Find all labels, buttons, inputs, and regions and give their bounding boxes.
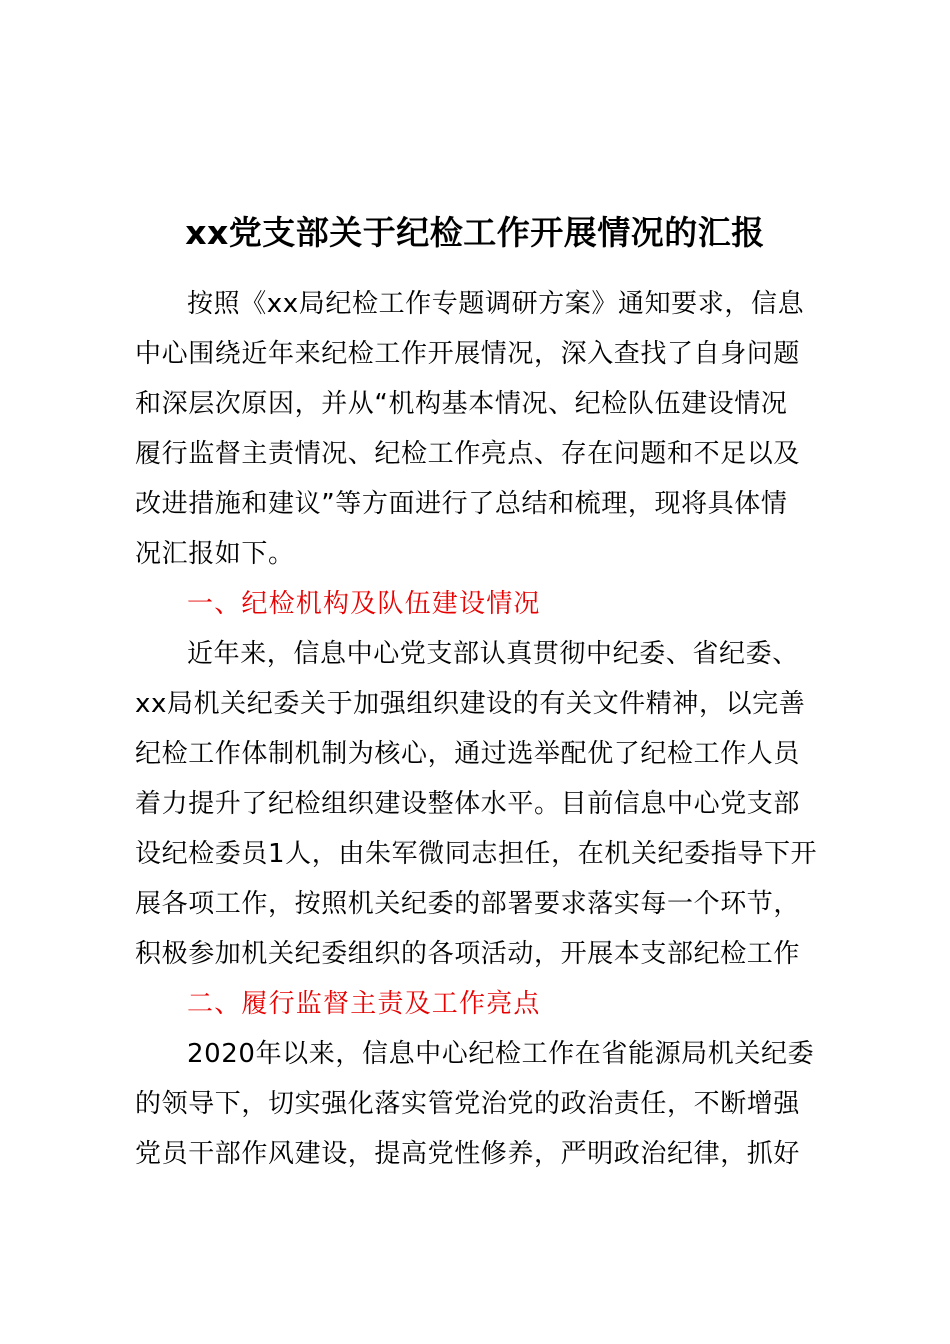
section-heading-1: 一、纪检机构及队伍建设情况 bbox=[187, 589, 541, 619]
section-heading-2: 二、履行监督主责及工作亮点 bbox=[187, 989, 541, 1019]
section1-line: 展各项工作，按照机关纪委的部署要求落实每一个环节， bbox=[135, 889, 801, 919]
section2-line: 的领导下，切实强化落实管党治党的政治责任，不断增强 bbox=[135, 1089, 801, 1119]
intro-line: 按照《xx局纪检工作专题调研方案》通知要求，信息 bbox=[187, 289, 805, 319]
section1-line: 积极参加机关纪委组织的各项活动，开展本支部纪检工作 bbox=[135, 939, 801, 969]
section1-line: xx局机关纪委关于加强组织建设的有关文件精神，以完善 bbox=[135, 689, 806, 719]
section2-line: 2020年以来，信息中心纪检工作在省能源局机关纪委 bbox=[187, 1039, 815, 1069]
intro-line: 况汇报如下。 bbox=[135, 539, 295, 569]
section1-line: 纪检工作体制机制为核心，通过选举配优了纪检工作人员 bbox=[135, 739, 801, 769]
intro-line: 中心围绕近年来纪检工作开展情况，深入查找了自身问题 bbox=[135, 339, 801, 369]
section2-line: 党员干部作风建设，提高党性修养，严明政治纪律，抓好 bbox=[135, 1139, 801, 1169]
section1-line: 近年来，信息中心党支部认真贯彻中纪委、省纪委、 bbox=[187, 639, 799, 669]
intro-line: 和深层次原因，并从“机构基本情况、纪检队伍建设情况 bbox=[135, 389, 788, 419]
intro-line: 改进措施和建议”等方面进行了总结和梳理，现将具体情 bbox=[135, 489, 788, 519]
document-title: xx党支部关于纪检工作开展情况的汇报 bbox=[185, 213, 765, 252]
intro-line: 履行监督主责情况、纪检工作亮点、存在问题和不足以及 bbox=[135, 439, 801, 469]
section1-line: 设纪检委员1人，由朱军微同志担任，在机关纪委指导下开 bbox=[135, 839, 818, 869]
section1-line: 着力提升了纪检组织建设整体水平。目前信息中心党支部 bbox=[135, 789, 801, 819]
